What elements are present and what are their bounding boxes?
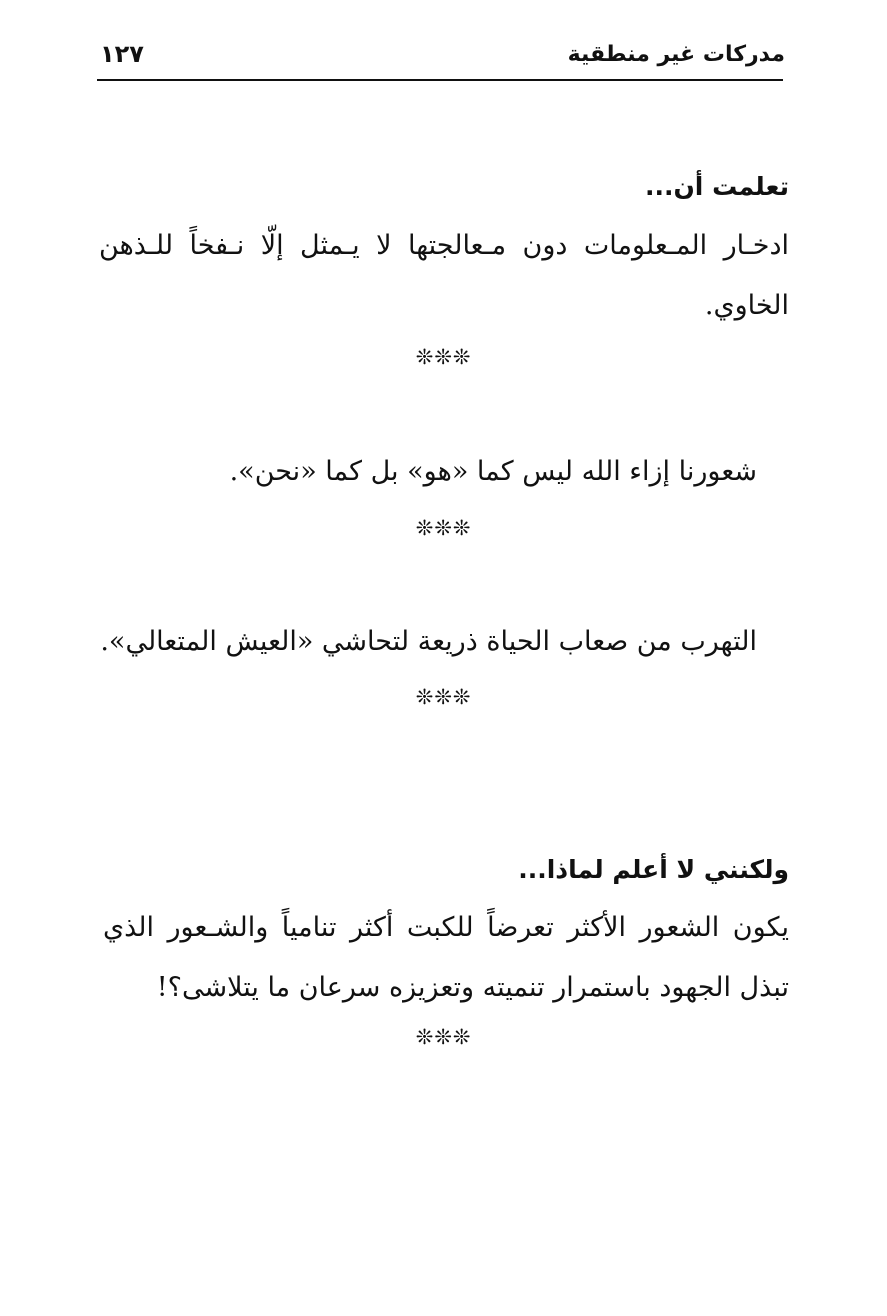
section-heading-learned: تعلمت أن... <box>644 172 789 201</box>
paragraph-suppressed-feelings <box>103 898 789 1018</box>
header-rule <box>97 79 783 81</box>
paragraph-line: شعورنا إزاء الله ليس كما «هو» بل كما «نحن». <box>229 456 757 487</box>
paragraph-line: التهرب من صعاب الحياة ذريعة لتحاشي «العيش المتعالي». <box>100 626 757 657</box>
paragraph-line: ادخـار المـعلومات دون مـعالجتها لا يـمثل إلّا نـفخاً للـذهن <box>99 230 789 261</box>
paragraph-line: تبذل الجهود باستمرار تنميته وتعزيزه سرعان ما يتلاشى؟! <box>156 972 789 1003</box>
separator-stars: ❊❊❊ <box>415 345 472 369</box>
separator-stars: ❊❊❊ <box>415 516 472 540</box>
section-heading-dont-know-why: ولكنني لا أعلم لماذا... <box>518 855 789 884</box>
paragraph-escaping-hardships <box>100 612 757 672</box>
running-title: مدركات غير منطقية <box>567 42 785 67</box>
page-number: ١٢٧ <box>100 40 144 68</box>
paragraph-feelings-about-god <box>230 442 757 502</box>
separator-stars: ❊❊❊ <box>415 1025 472 1049</box>
separator-stars: ❊❊❊ <box>415 685 472 709</box>
paragraph-line: الخاوي. <box>704 290 789 321</box>
paragraph-line: يكون الشعور الأكثر تعرضاً للكبت أكثر تنامياً والشـعور الذي <box>103 912 789 943</box>
paragraph-information-storage <box>99 216 789 336</box>
